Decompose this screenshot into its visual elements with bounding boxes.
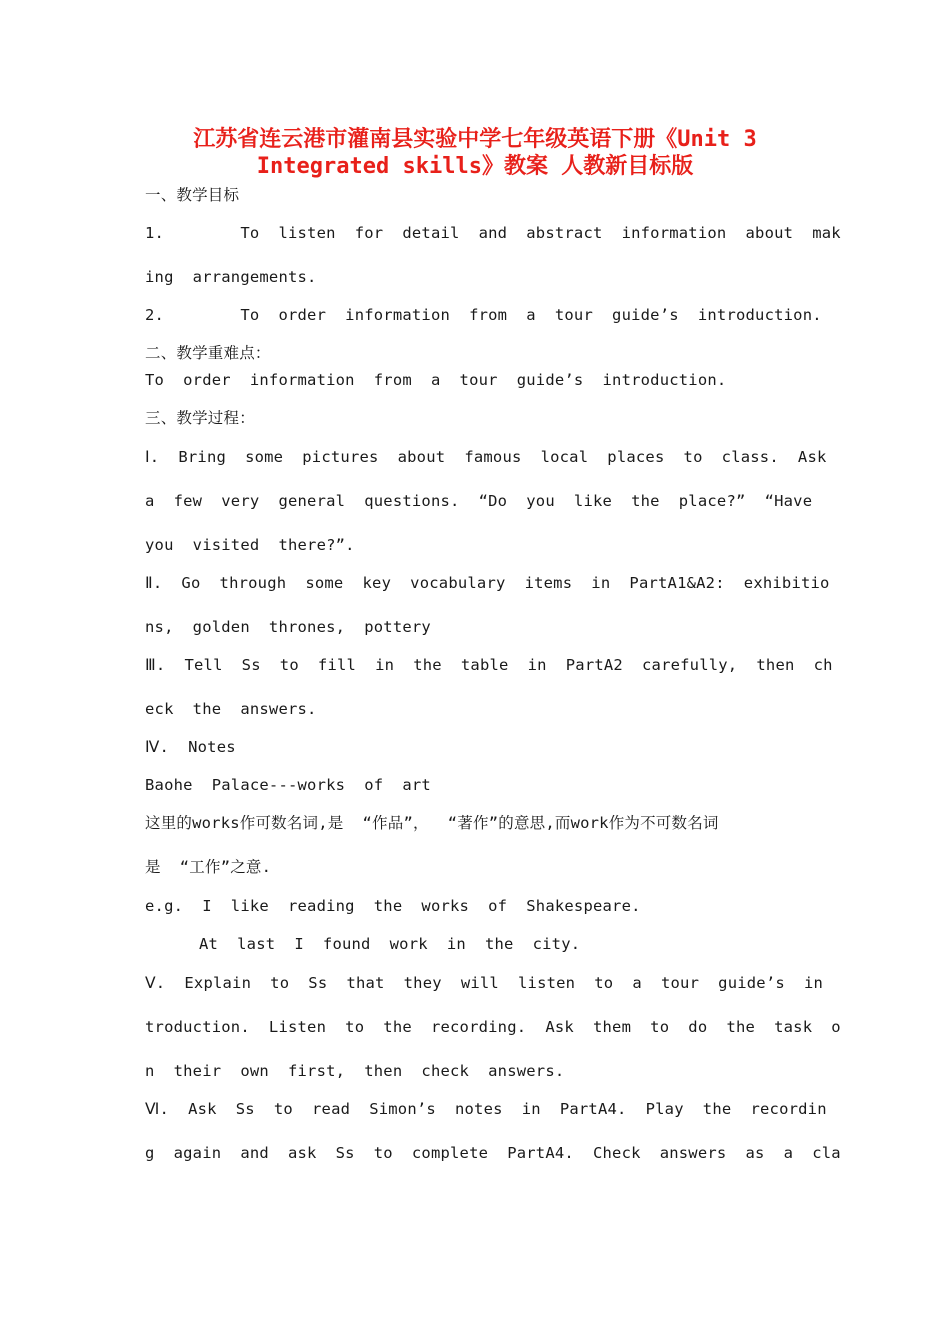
- body-line: ing arrangements.: [145, 268, 317, 286]
- body-line: 1. To listen for detail and abstract information about mak: [145, 224, 841, 242]
- body-line: 这里的works作可数名词,是 “作品”， “著作”的意思,而work作为不可数名词: [145, 814, 719, 832]
- body-line: eck the answers.: [145, 700, 317, 718]
- body-line: g again and ask Ss to complete PartA4. Check answers as a cla: [145, 1144, 841, 1162]
- body-line: troduction. Listen to the recording. Ask them to do the task o: [145, 1018, 841, 1036]
- body-line: Ⅱ. Go through some key vocabulary items in PartA1&A2: exhibitio: [145, 574, 830, 592]
- example-line: At last I found work in the city.: [199, 935, 581, 953]
- body-line: you visited there?”.: [145, 536, 355, 554]
- body-line: Ⅲ. Tell Ss to fill in the table in PartA2 carefully, then ch: [145, 656, 833, 674]
- body-line: To order information from a tour guide’s introduction.: [145, 371, 727, 389]
- document-title: [100, 126, 850, 180]
- title-line-1: 江苏省连云港市灌南县实验中学七年级英语下册《Unit 3: [193, 127, 757, 152]
- body-line: Ⅵ. Ask Ss to read Simon’s notes in PartA4. Play the recordin: [145, 1100, 827, 1118]
- body-line: Baohe Palace---works of art: [145, 776, 431, 794]
- section-heading-key-points: 二、教学重难点：: [145, 344, 271, 362]
- body-line: a few very general questions. “Do you like the place?” “Have: [145, 492, 813, 510]
- title-line-2: Integrated skills》教案 人教新目标版: [256, 154, 694, 179]
- body-line: 2. To order information from a tour guide’s introduction.: [145, 306, 822, 324]
- body-line: Ⅴ. Explain to Ss that they will listen to a tour guide’s in: [145, 974, 824, 992]
- section-heading-objectives: 一、教学目标: [145, 186, 240, 204]
- section-heading-process: 三、教学过程：: [145, 409, 255, 427]
- body-line: 是 “工作”之意.: [145, 858, 272, 876]
- body-line: ns, golden thrones, pottery: [145, 618, 431, 636]
- body-line: Ⅳ. Notes: [145, 738, 236, 756]
- example-line: e.g. I like reading the works of Shakespeare.: [145, 897, 641, 915]
- body-line: Ⅰ. Bring some pictures about famous local places to class. Ask: [145, 448, 827, 466]
- body-line: n their own first, then check answers.: [145, 1062, 565, 1080]
